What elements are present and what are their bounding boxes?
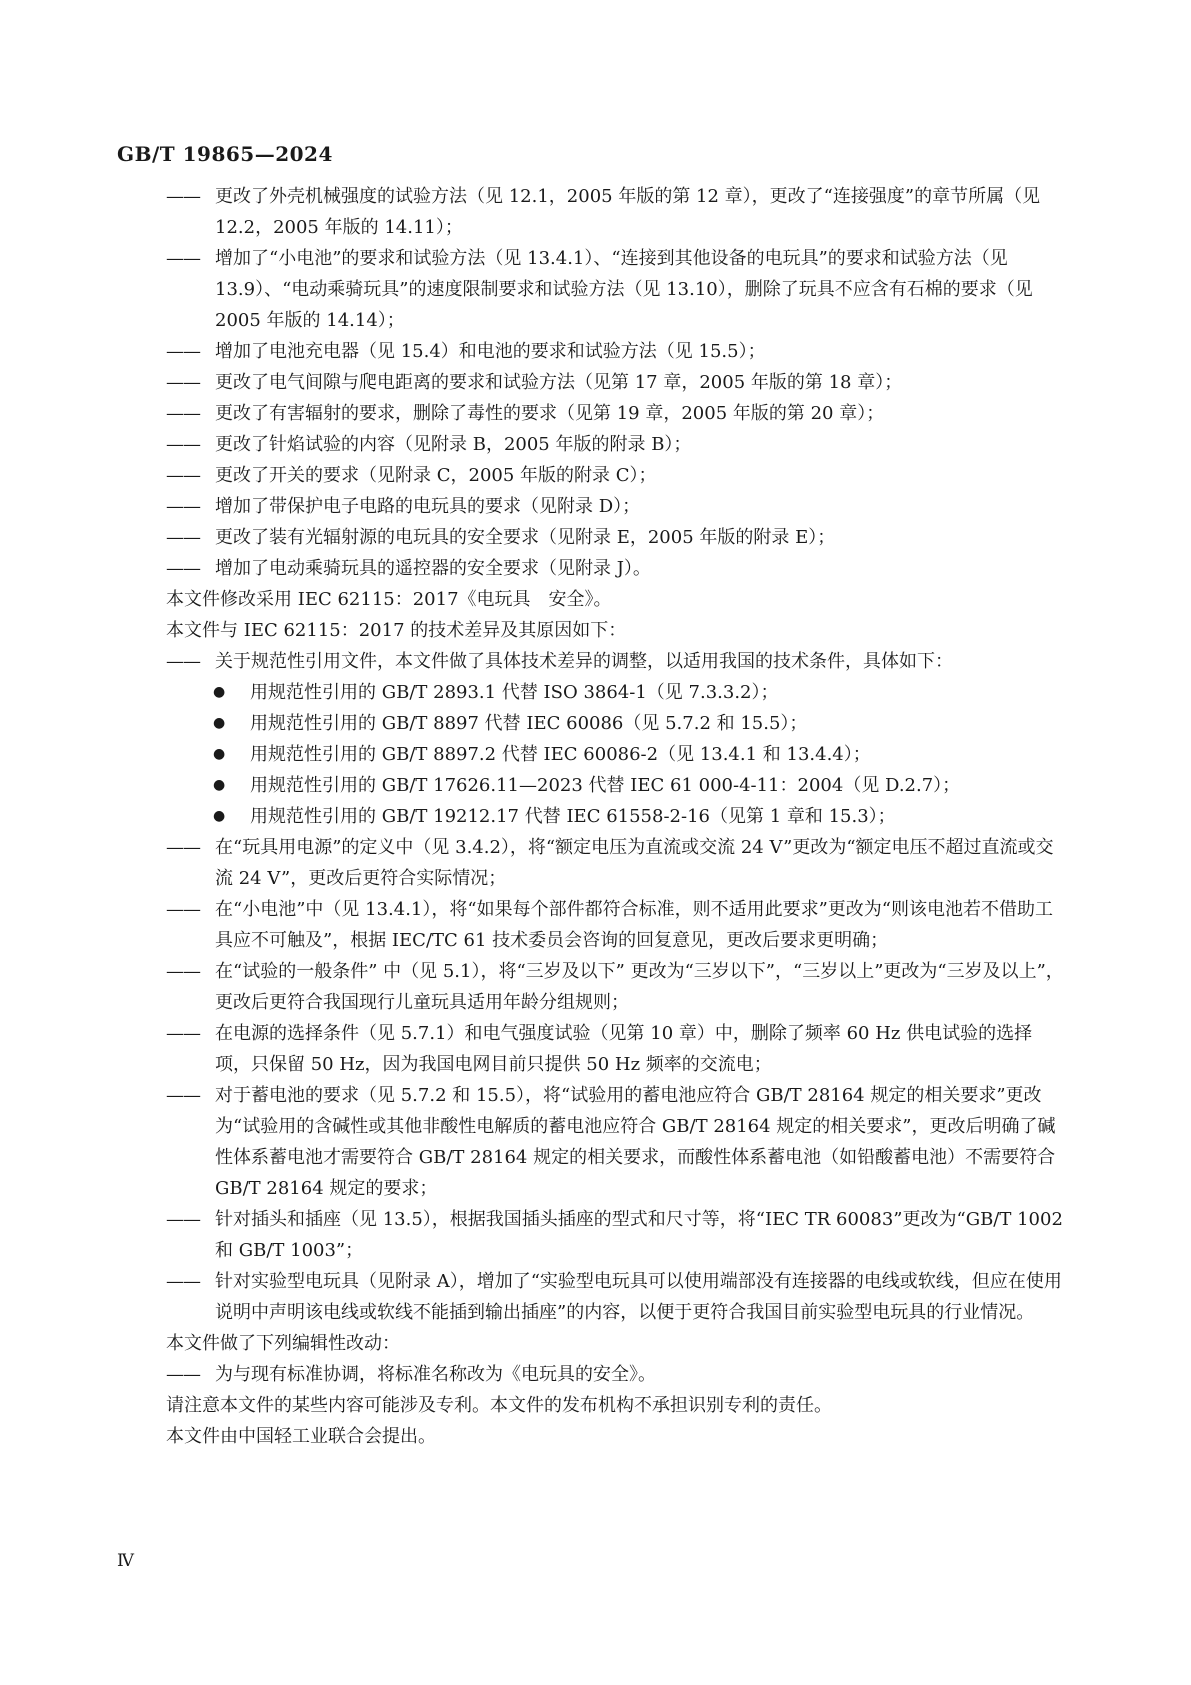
dash-marker: —— [166,186,200,207]
editorial-changes-intro: 本文件做了下列编辑性改动： [166,1333,400,1354]
list-item [117,956,1065,1018]
list-item-text: 更改了针焰试验的内容（见附录 B，2005 年版的附录 B）； [215,434,692,455]
list-item-text: 更改了装有光辐射源的电玩具的安全要求（见附录 E，2005 年版的附录 E）； [215,527,836,548]
list-item-text: 增加了电动乘骑玩具的遥控器的安全要求（见附录 J）。 [215,558,651,579]
list-item [117,336,1065,367]
list-item [117,243,1065,336]
list-item [117,429,1065,460]
list-item [117,832,1065,894]
dash-marker: —— [166,558,200,579]
dash-marker: —— [166,1085,200,1106]
list-item [117,1359,1065,1390]
dash-marker: —— [166,403,200,424]
list-item-text: 在电源的选择条件（见 5.7.1）和电气强度试验（见第 10 章）中，删除了频率 60 Hz 供电试验的选择项，只保留 50 Hz，因为我国电网目前只提供 50 Hz 频率的交流电； [215,1023,1033,1075]
bullet-item [117,677,1065,708]
list-item [117,1018,1065,1080]
adoption-statement: 本文件修改采用 IEC 62115：2017《电玩具 安全》。 [166,589,612,610]
list-item [117,181,1065,243]
bullet-icon: ● [213,715,226,731]
list-item-text: 更改了开关的要求（见附录 C，2005 年版的附录 C）； [215,465,657,486]
dash-marker: —— [166,837,200,858]
bullet-item [117,708,1065,739]
dash-marker: —— [166,248,200,269]
dash-marker: —— [166,372,200,393]
dash-marker: —— [166,1209,200,1230]
list-item-text: 增加了带保护电子电路的电玩具的要求（见附录 D）； [215,496,641,517]
list-item [117,553,1065,584]
list-item [117,1266,1065,1328]
bullet-item [117,770,1065,801]
bullet-item [117,739,1065,770]
list-item-text: 增加了“小电池”的要求和试验方法（见 13.4.1）、“连接到其他设备的电玩具”的要求和试验方法（见 13.9）、“电动乘骑玩具”的速度限制要求和试验方法（见 13.10），删除了玩具不应含有石棉的要求（见 2005 年版的 14.14）； [215,248,1033,331]
bullet-item-text: 用规范性引用的 GB/T 8897.2 代替 IEC 60086-2（见 13.4.1 和 13.4.4）； [250,744,871,765]
dash-marker: —— [166,961,200,982]
list-item [117,646,1065,677]
list-item [117,460,1065,491]
bullet-item-text: 用规范性引用的 GB/T 8897 代替 IEC 60086（见 5.7.2 和 15.5）； [250,713,808,734]
list-item [117,398,1065,429]
dash-marker: —— [166,496,200,517]
document-body [117,181,1065,1452]
dash-marker: —— [166,527,200,548]
dash-marker: —— [166,651,200,672]
list-item-text: 更改了外壳机械强度的试验方法（见 12.1，2005 年版的第 12 章），更改了“连接强度”的章节所属（见 12.2，2005 年版的 14.11）； [215,186,1041,238]
list-item [117,522,1065,553]
technical-differences-intro: 本文件与 IEC 62115：2017 的技术差异及其原因如下： [166,620,627,641]
proposer-statement: 本文件由中国轻工业联合会提出。 [166,1426,436,1447]
reference-substitution-list [117,677,1065,832]
bullet-item [117,801,1065,832]
list-item-text: 针对实验型电玩具（见附录 A），增加了“实验型电玩具可以使用端部没有连接器的电线或软线，但应在使用说明中声明该电线或软线不能插到输出插座”的内容，以便于更符合我国目前实验型电玩具的行业情况。 [215,1271,1062,1323]
bullet-item-text: 用规范性引用的 GB/T 2893.1 代替 ISO 3864-1（见 7.3.3.2）； [250,682,779,703]
dash-marker: —— [166,1271,200,1292]
list-item [117,491,1065,522]
list-item-text: 更改了有害辐射的要求，删除了毒性的要求（见第 19 章，2005 年版的第 20 章）； [215,403,885,424]
patent-notice: 请注意本文件的某些内容可能涉及专利。本文件的发布机构不承担识别专利的责任。 [166,1395,832,1416]
dash-marker: —— [166,899,200,920]
page-number: Ⅳ [117,1551,134,1571]
list-item-text: 在“试验的一般条件” 中（见 5.1），将“三岁及以下” 更改为“三岁以下”，“三岁以上”更改为“三岁及以上”，更改后更符合我国现行儿童玩具适用年龄分组规则； [215,961,1064,1013]
list-item-text: 对于蓄电池的要求（见 5.7.2 和 15.5），将“试验用的蓄电池应符合 GB/T 28164 规定的相关要求”更改为“试验用的含碱性或其他非酸性电解质的蓄电池应符合 GB/T 28164 规定的相关要求”，更改后明确了碱性体系蓄电池才需要符合 GB/T 28164 规定的相关要求，而酸性体系蓄电池（如铅酸蓄电池）不需要符合 GB/T 28164 规定的要求； [215,1085,1056,1199]
bullet-item-text: 用规范性引用的 GB/T 17626.11—2023 代替 IEC 61 000-4-11：2004（见 D.2.7）； [250,775,961,796]
change-list-a [117,181,1065,584]
change-list-b [117,832,1065,1328]
bullet-icon: ● [213,684,226,700]
list-item-text: 关于规范性引用文件，本文件做了具体技术差异的调整，以适用我国的技术条件，具体如下： [215,651,953,672]
list-item [117,1204,1065,1266]
list-item [117,367,1065,398]
bullet-item-text: 用规范性引用的 GB/T 19212.17 代替 IEC 61558-2-16（见第 1 章和 15.3）； [250,806,896,827]
bullet-icon: ● [213,777,226,793]
list-item-text: 更改了电气间隙与爬电距离的要求和试验方法（见第 17 章，2005 年版的第 18 章）； [215,372,903,393]
list-item-text: 为与现有标准协调，将标准名称改为《电玩具的安全》。 [215,1364,656,1385]
bullet-icon: ● [213,746,226,762]
list-item-text: 在“小电池”中（见 13.4.1），将“如果每个部件都符合标准，则不适用此要求”更改为“则该电池若不借助工具应不可触及”，根据 IEC/TC 61 技术委员会咨询的回复意见，更改后要求更明确； [215,899,1053,951]
dash-marker: —— [166,341,200,362]
list-item-text: 在“玩具用电源”的定义中（见 3.4.2），将“额定电压为直流或交流 24 V”更改为“额定电压不超过直流或交流 24 V”，更改后更符合实际情况； [215,837,1054,889]
bullet-icon: ● [213,808,226,824]
list-item-text: 增加了电池充电器（见 15.4）和电池的要求和试验方法（见 15.5）； [215,341,766,362]
list-item-text: 针对插头和插座（见 13.5），根据我国插头插座的型式和尺寸等，将“IEC TR 60083”更改为“GB/T 1002 和 GB/T 1003”； [215,1209,1063,1261]
list-item [117,894,1065,956]
dash-marker: —— [166,465,200,486]
list-item [117,1080,1065,1204]
document-code: GB/T 19865—2024 [117,142,333,166]
dash-marker: —— [166,434,200,455]
dash-marker: —— [166,1023,200,1044]
dash-marker: —— [166,1364,200,1385]
